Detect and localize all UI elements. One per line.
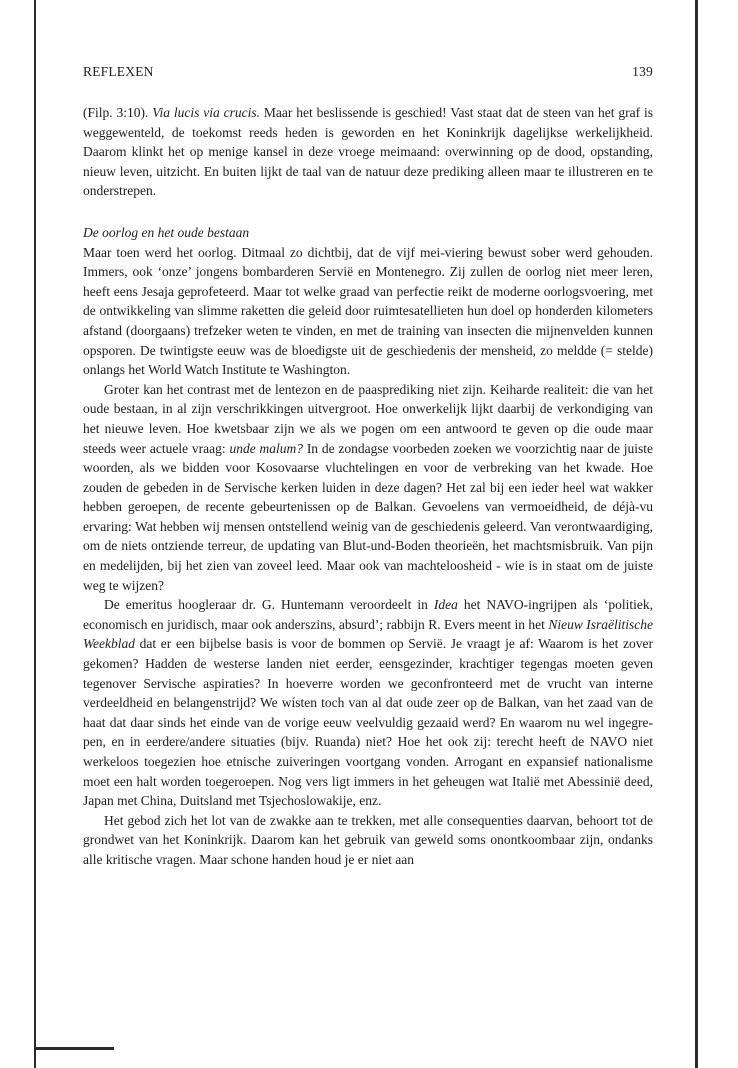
section-heading: De oorlog en het oude bestaan <box>83 224 250 240</box>
paragraph-4-text-c: het NAVO-ingrijpen als ‘politiek, economisch en juridisch, maar ook anderszins, absurd’; rabbijn R. Evers meent in het <box>83 597 653 632</box>
paragraph-1 <box>83 103 653 201</box>
scan-bottom-edge <box>34 1047 114 1050</box>
page-number: 139 <box>632 64 653 79</box>
paragraph-3-text-a: Groter kan het contrast met de lentezon en de paasprediking niet zijn. Keiharde realiteit: die van het oude bestaan, in al zijn verschrikkingen uitvergroot. Hoe onwerkelijk lijkt daarbij de verkondiging van het nieuwe leven. Hoe kwetsbaar zijn we als we pogen om een antwoord te geven op die oude maar steeds weer actuele vraag: <box>83 381 653 456</box>
publication-weekblad: Nieuw Israëlitische Weekblad <box>83 616 653 652</box>
scan-left-edge <box>34 0 36 1068</box>
running-head-title: REFLEXEN <box>83 64 154 79</box>
latin-phrase: Via lucis via crucis. <box>152 105 261 120</box>
paragraph-4 <box>83 595 653 811</box>
running-head <box>83 64 653 80</box>
book-page <box>83 64 653 870</box>
paragraph-3 <box>83 380 653 596</box>
publication-idea: Idea <box>433 597 458 613</box>
paragraph-1-text-a: (Filp. 3:10). <box>83 105 153 120</box>
latin-question: unde malum? <box>229 440 303 456</box>
scan-right-edge <box>695 0 698 1068</box>
paragraph-5: Het gebod zich het lot van de zwakke aan te trekken, met alle consequenties daarvan, behoort tot de grondwet van het Koninkrijk. Daarom kan het gebruik van geweld soms onontkoombaar zijn, ondanks alle kritische vragen. Maar schone handen houd je er niet aan <box>83 812 653 867</box>
paragraph-2: Maar toen werd het oorlog. Ditmaal zo dichtbij, dat de vijf mei-viering bewust sober werd gehouden. Immers, ook ‘onze’ jongens bombarderen Servië en Montenegro. Zij zullen de oorlog niet meer leren, heeft eens Jesaja geprofeteerd. Maar tot welke graad van perfectie reikt de moderne oorlogsvoering, met de ontwikkeling van slimme raketten die geleid door ruimtesatellieten hun doel op honderden kilometers afstand (doorgaans) trefzeker weten te vinden, en met de training van insecten die mijnenvelden kunnen opsporen. De twintigste eeuw was de bloedigste uit de geschiedenis der mensheid, zo meldde (= stelde) onlangs het World Watch Institute te Washington. <box>83 244 653 378</box>
paragraph-1-text-c: Maar het beslissende is geschied! Vast staat dat de steen van het graf is weggewenteld, de toekomst reeds heden is geworden en het Koninkrijk dagelijkse werkelijkheid. Daarom klinkt het op menige kansel in deze vroege meimaand: overwinning op de dood, opstanding, nieuw leven, uitzicht. En buiten lijkt de taal van de natuur deze prediking alleen maar te illustreren en te onderstrepen. <box>83 105 653 199</box>
paragraph-4-text-a: De emeritus hoogleraar dr. G. Huntemann veroordeelt in <box>104 597 434 613</box>
paragraph-4-text-e: dat er een bijbelse basis is voor de bommen op Servië. Je vraagt je af: Waarom is het zover gekomen? Hadden de westerse landen niet eerder, eensgezinder, krachtiger tegengas moeten geven tegenover Servische aspiraties? In hoeverre worden we geconfronteerd met de vrucht van interne verdeeldheid en belangenstrijd? We wísten toch van al dat oude zeer op de Balkan, van het zaad van de haat dat daar sinds het einde van de vorige eeuw veelvuldig gezaaid werd? En waarom nu wel ingegrepen, en in eerdere/andere situaties (bijv. Ruanda) niet? Hoe het ook zij: terecht heeft de NAVO niet werkeloos toegezien hoe etnische zuiveringen voortgang vonden. Arrogant en expansief nationalisme moet een halt worden toegeroepen. Nog vers ligt immers in het geheugen wat Italië met Abessinië deed, Japan met China, Duitsland met Tsjechoslowakije, enz. <box>83 636 653 809</box>
paragraph-3-text-c: In de zondagse voorbeden zoeken we voorzichtig naar de juiste woorden, als we bidden voor Kosovaarse vluchtelingen en voor de verbreking van het kwade. Hoe zouden de gebeden in de Servische kerken luiden in deze dagen? Het zal bij een ieder heel wat wakker hebben geroepen, de recente gebeurtenissen op de Balkan. Gevoelens van vermoeidheid, de déjà-vu ervaring: Wat hebben wij mensen ontstellend weinig van de geschiedenis geleerd. Van verontwaardiging, om de niets ontziende terreur, de updating van Blut-und-Boden theorieën, het machtsmisbruik. Van pijn en medelijden, bij het zien van zoveel leed. Maar ook van machteloosheid - wie is in staat om de juiste weg te wijzen? <box>83 440 653 593</box>
